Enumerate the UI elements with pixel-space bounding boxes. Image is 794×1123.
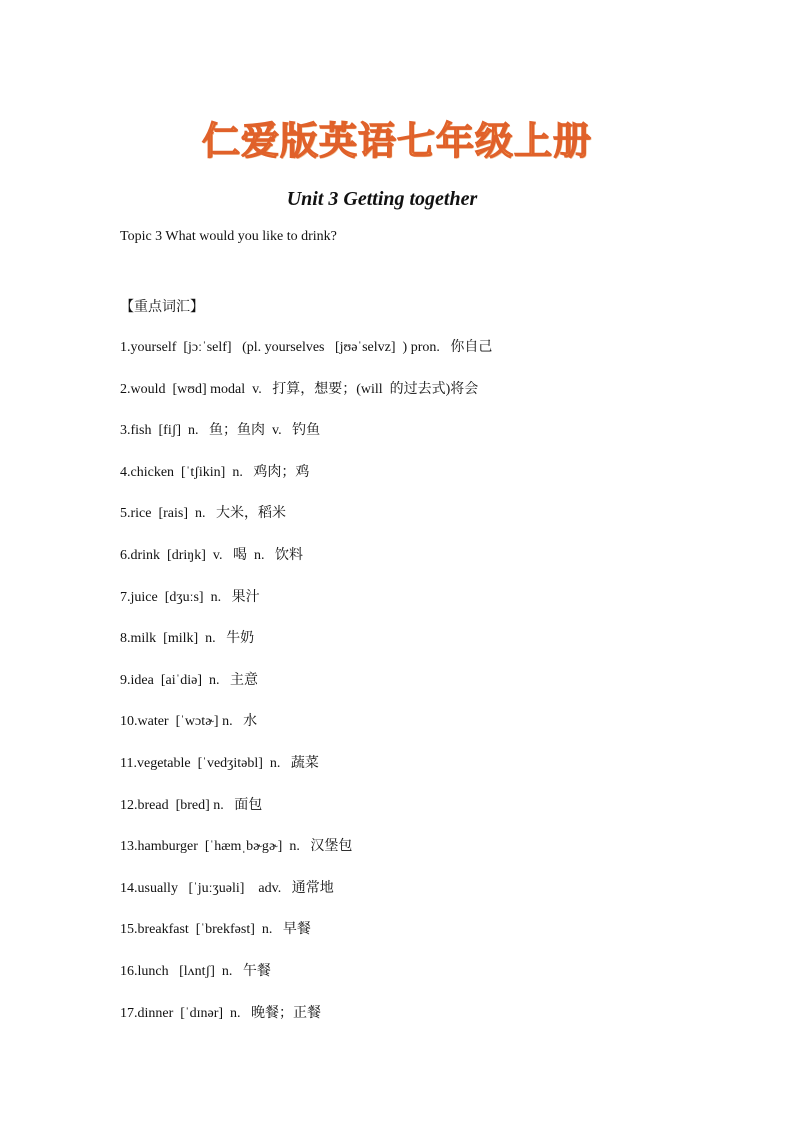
vocab-item: 9.idea [aiˈdiə] n. 主意 xyxy=(120,672,259,688)
vocabulary-list xyxy=(120,338,740,1045)
vocab-item: 11.vegetable [ˈvedʒitəbl] n. 蔬菜 xyxy=(120,755,319,771)
vocab-item: 7.juice [dʒuːs] n. 果汁 xyxy=(120,589,260,605)
vocab-item: 6.drink [driŋk] v. 喝 n. 饮料 xyxy=(120,547,303,563)
vocab-item: 10.water [ˈwɔtɚ] n. 水 xyxy=(120,714,258,730)
vocab-item: 4.chicken [ˈtʃikin] n. 鸡肉；鸡 xyxy=(120,464,310,480)
topic-heading: Topic 3 What would you like to drink? xyxy=(120,229,337,244)
vocab-item: 14.usually [ˈjuːʒuəli] adv. 通常地 xyxy=(120,880,334,896)
vocab-item: 2.would [wʊd] modal v. 打算，想要；(will 的过去式)将会 xyxy=(120,381,479,397)
vocab-item: 12.bread [bred] n. 面包 xyxy=(120,797,263,813)
vocab-item: 16.lunch [lʌntʃ] n. 午餐 xyxy=(120,963,271,979)
unit-title: Unit 3 Getting together xyxy=(286,188,478,210)
section-heading: 【重点词汇】 xyxy=(120,299,204,315)
vocab-item: 17.dinner [ˈdɪnər] n. 晚餐；正餐 xyxy=(120,1005,322,1021)
vocab-item: 1.yourself [jɔːˈself] (pl. yourselves [jʊəˈselvz] ) pron. 你自己 xyxy=(120,340,493,355)
vocab-item: 15.breakfast [ˈbrekfəst] n. 早餐 xyxy=(120,922,311,938)
brand-title: 仁爱版英语七年级上册 xyxy=(201,119,592,163)
vocab-item: 5.rice [rais] n. 大米，稻米 xyxy=(120,506,287,522)
vocab-item: 13.hamburger [ˈhæmˌbɚgɚ] n. 汉堡包 xyxy=(120,839,353,855)
vocab-item: 3.fish [fiʃ] n. 鱼；鱼肉 v. 钓鱼 xyxy=(120,423,321,439)
vocab-item: 8.milk [milk] n. 牛奶 xyxy=(120,631,255,647)
